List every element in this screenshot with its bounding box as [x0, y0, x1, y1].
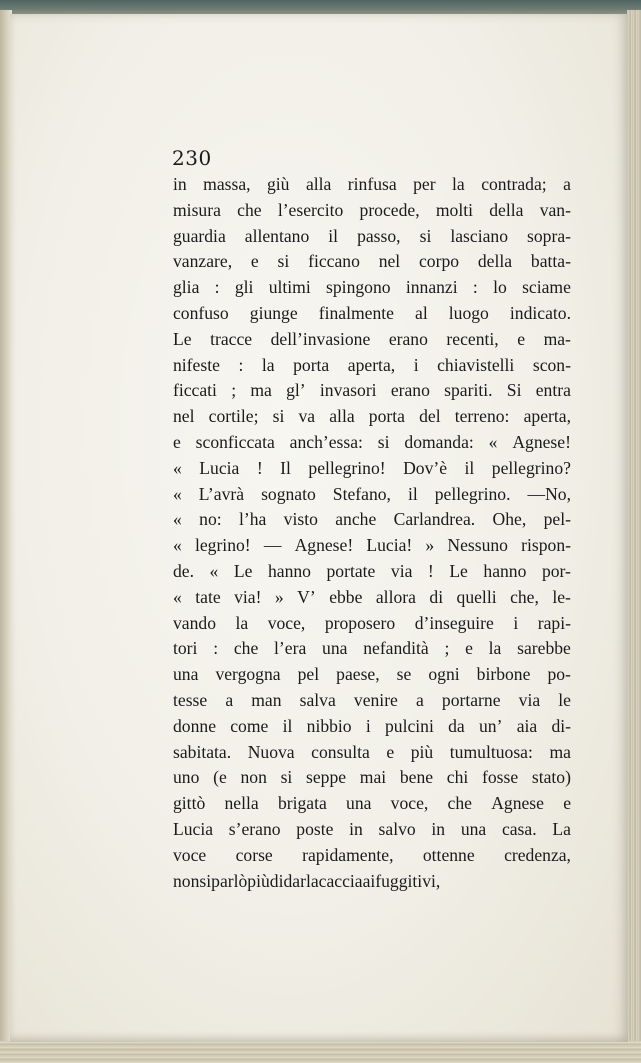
text-line: e sconficcata anch’essa: si domanda: « Agnese!: [173, 431, 571, 452]
text-line: uno (e non si seppe mai bene chi fosse stato): [173, 767, 571, 788]
text-line: gittò nella brigata una voce, che Agnese e: [173, 793, 571, 814]
text-line: non si parlò più di dar la caccia ai fuggitivi,: [173, 870, 441, 891]
text-line: misura che l’esercito procede, molti della van-: [173, 199, 571, 220]
text-line: « legrino! — Agnese! Lucia! » Nessuno rispon-: [173, 535, 571, 556]
text-line: ficcati ; ma gl’ invasori erano spariti. Si entra: [173, 380, 571, 401]
page-stack-bottom-edge: [0, 1041, 641, 1063]
text-line: vando la voce, proposero d’inseguire i rapi-: [173, 612, 571, 633]
text-line: nifeste : la porta aperta, i chiavistelli scon-: [173, 354, 571, 375]
text-line: « no: l’ha visto anche Carlandrea. Ohe, pel-: [173, 509, 571, 530]
text-line: tori : che l’era una nefandità ; e la sarebbe: [173, 638, 571, 659]
text-line: una vergogna pel paese, se ogni birbone po-: [173, 664, 571, 685]
text-line: « L’avrà sognato Stefano, il pellegrino. —No,: [173, 483, 571, 504]
page-number: 230: [172, 146, 212, 170]
text-line: nel cortile; si va alla porta del terreno: aperta,: [173, 406, 571, 427]
text-line: tesse a man salva venire a portarne via le: [173, 689, 571, 710]
text-line: voce corse rapidamente, ottenne credenza,: [173, 844, 571, 865]
text-line: sabitata. Nuova consulta e più tumultuosa: ma: [173, 741, 571, 762]
text-line: donne come il nibbio i pulcini da un’ aia di-: [173, 715, 571, 736]
text-line: confuso giunge finalmente al luogo indicato.: [173, 302, 571, 323]
text-line: guardia allentano il passo, si lasciano sopra-: [173, 225, 571, 246]
text-line: in massa, giù alla rinfusa per la contrada; a: [173, 174, 571, 194]
text-line: « tate via! » V’ ebbe allora di quelli che, le-: [173, 586, 571, 607]
book-cover-edge: [0, 0, 641, 14]
page-text-block: [173, 172, 571, 894]
text-line: Lucia s’erano poste in salvo in una casa. La: [173, 818, 571, 839]
page-stack-right-edge: [627, 10, 641, 1063]
text-line: glia : gli ultimi spingono innanzi : lo sciame: [173, 277, 571, 298]
text-line: vanzare, e si ficcano nel corpo della batta-: [173, 251, 571, 272]
text-line: de. « Le hanno portate via ! Le hanno por-: [173, 560, 571, 581]
text-line: « Lucia ! Il pellegrino! Dov’è il pellegrino?: [173, 457, 571, 478]
text-line: Le tracce dell’invasione erano recenti, e ma-: [173, 328, 571, 349]
